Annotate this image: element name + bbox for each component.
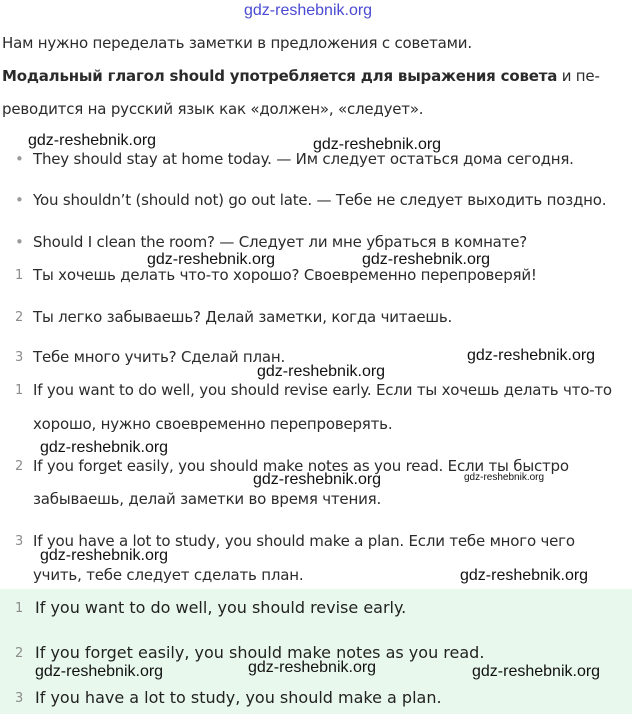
answer-number: 2 bbox=[15, 646, 24, 661]
sentence-line: If you forget easily, you should make notes as you read. Если ты быстро bbox=[33, 457, 569, 475]
intro-bold-text: Модальный глагол should употребляется для выражения совета bbox=[2, 67, 558, 85]
sentence-line: If you have a lot to study, you should make a plan. Если тебе много чего bbox=[33, 532, 575, 550]
sentence-number: 1 bbox=[15, 383, 24, 398]
example-item: Should I clean the room? — Следует ли мне убраться в комнате? bbox=[33, 233, 527, 251]
note-text: Ты хочешь делать что-то хорошо? Своевременно перепроверяй! bbox=[33, 266, 537, 284]
answer-text: If you have a lot to study, you should make a plan. bbox=[35, 688, 442, 707]
watermark: gdz-reshebnik.org bbox=[147, 251, 276, 268]
watermark: gdz-reshebnik.org bbox=[257, 363, 386, 380]
intro-line-1: Нам нужно переделать заметки в предложения с советами. bbox=[2, 34, 472, 52]
note-number: 3 bbox=[15, 350, 24, 365]
answer-number: 1 bbox=[15, 601, 24, 616]
watermark: gdz-reshebnik.org bbox=[40, 547, 169, 564]
intro-line-3: реводится на русский язык как «должен», «следует». bbox=[2, 100, 424, 118]
note-text: Ты легко забываешь? Делай заметки, когда читаешь. bbox=[33, 308, 453, 326]
answer-text: If you forget easily, you should make notes as you read. bbox=[35, 643, 485, 662]
bullet-icon: • bbox=[15, 150, 24, 168]
watermark: gdz-reshebnik.org bbox=[464, 472, 545, 483]
sentence-line: If you want to do well, you should revise early. Если ты хочешь делать что-то bbox=[33, 381, 612, 399]
answer-number: 3 bbox=[15, 691, 24, 706]
sentence-line: забываешь, делай заметки во время чтения. bbox=[33, 490, 382, 508]
example-item: They should stay at home today. — Им следует остаться дома сегодня. bbox=[33, 150, 574, 168]
sentence-number: 3 bbox=[15, 534, 24, 549]
watermark: gdz-reshebnik.org bbox=[460, 567, 589, 584]
watermark: gdz-reshebnik.org bbox=[253, 471, 382, 488]
example-item: You shouldn’t (should not) go out late. — Тебе не следует выходить поздно. bbox=[33, 191, 607, 209]
note-text: Тебе много учить? Сделай план. bbox=[33, 348, 286, 366]
bullet-icon: • bbox=[15, 191, 24, 209]
watermark: gdz-reshebnik.org bbox=[467, 347, 596, 364]
note-number: 2 bbox=[15, 310, 24, 325]
intro-line-2 bbox=[2, 67, 600, 85]
sentence-number: 2 bbox=[15, 459, 24, 474]
sentence-line: хорошо, нужно своевременно перепроверять. bbox=[33, 415, 393, 433]
answer-text: If you want to do well, you should revise early. bbox=[35, 598, 407, 617]
watermark: gdz-reshebnik.org bbox=[313, 136, 442, 153]
sentence-line: учить, тебе следует сделать план. bbox=[33, 566, 304, 584]
note-number: 1 bbox=[15, 268, 24, 283]
watermark: gdz-reshebnik.org bbox=[40, 439, 169, 456]
watermark: gdz-reshebnik.org bbox=[472, 663, 601, 680]
intro-rest-text: и пе- bbox=[557, 67, 600, 85]
watermark: gdz-reshebnik.org bbox=[362, 251, 491, 268]
watermark: gdz-reshebnik.org bbox=[35, 663, 164, 680]
watermark: gdz-reshebnik.org bbox=[248, 659, 377, 676]
bullet-icon: • bbox=[15, 233, 24, 251]
watermark-top: gdz-reshebnik.org bbox=[244, 2, 373, 19]
watermark: gdz-reshebnik.org bbox=[28, 132, 157, 149]
